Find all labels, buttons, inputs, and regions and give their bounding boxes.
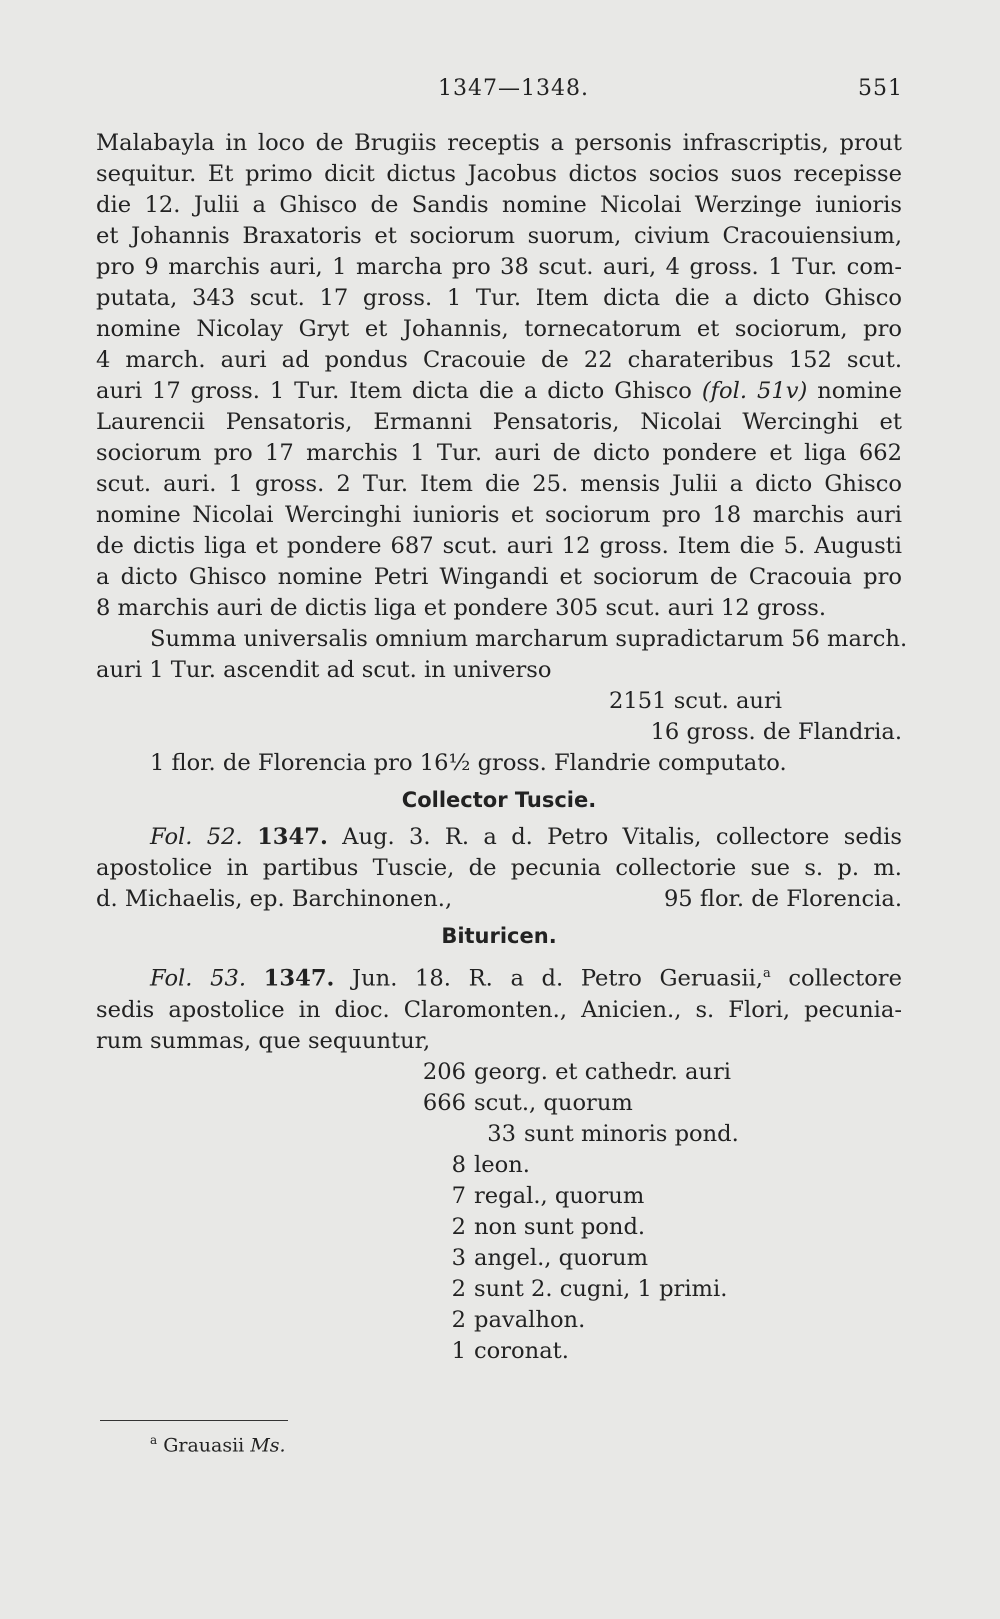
coin-row [96, 1212, 902, 1243]
text-line: die 12. Julii a Ghisco de Sandis nomine Nicolai Werzinge iunioris [96, 192, 902, 218]
text-line: de dictis liga et pondere 687 scut. auri 12 gross. Item die 5. Augusti [96, 533, 902, 559]
coin-desc: sunt 2. cugni, 1 primi. [474, 1275, 728, 1302]
coin-count: 2 [451, 1213, 466, 1240]
text-segment: d. Michaelis, ep. Barchinonen., [96, 886, 453, 912]
coin-list [96, 1057, 902, 1367]
text-line: et Johannis Braxatoris et sociorum suorum, civium Cracouiensium, [96, 223, 902, 249]
footnote-rule [100, 1420, 288, 1421]
text-segment: collectore [770, 965, 902, 992]
coin-row [96, 1274, 902, 1305]
section-heading-bituricen: Bituricen. [441, 924, 557, 948]
text-line-folio [96, 376, 902, 407]
coin-desc: regal., quorum [474, 1182, 645, 1209]
footnote-mark: a [150, 1433, 158, 1447]
text-line: 8 marchis auri de dictis liga et pondere 305 scut. auri 12 gross. [96, 595, 827, 621]
text-line: sedis apostolice in dioc. Claromonten., Anicien., s. Flori, pecunia- [96, 996, 902, 1023]
entry-year: 1347. [263, 965, 335, 992]
entry-year: 1347. [257, 824, 328, 850]
coin-count: 2 [451, 1275, 466, 1302]
coin-desc: non sunt pond. [474, 1213, 646, 1240]
coin-row [96, 1305, 902, 1336]
coin-row [96, 1088, 902, 1119]
footnote [150, 1433, 286, 1456]
summa-total: 16 gross. de Flandria. [650, 719, 902, 745]
coin-row [96, 1336, 902, 1367]
text-line: a dicto Ghisco nomine Petri Wingandi et sociorum de Cracouia pro [96, 564, 902, 590]
coin-desc: georg. et cathedr. auri [474, 1058, 732, 1085]
text-line: pro 9 marchis auri, 1 marcha pro 38 scut. auri, 4 gross. 1 Tur. com- [96, 254, 902, 280]
text-line: sociorum pro 17 marchis 1 Tur. auri de dicto pondere et liga 662 [96, 440, 902, 466]
main-text [96, 128, 908, 1367]
text-segment: Jun. 18. R. a d. Petro Geruasii, [334, 965, 763, 992]
entry-53-line [96, 958, 902, 995]
coin-row [96, 1057, 902, 1088]
text-line: Malabayla in loco de Brugiis receptis a personis infrascriptis, prout [96, 130, 902, 156]
footnote-mark: a [762, 966, 771, 981]
section-heading-collector-tuscie: Collector Tuscie. [401, 788, 597, 812]
coin-count: 8 [451, 1151, 466, 1178]
entry-52-last-line [96, 884, 902, 915]
coin-count: 33 [487, 1120, 516, 1147]
text-line: rum summas, que sequuntur, [96, 1027, 431, 1054]
folio-label: Fol. 53. [150, 965, 247, 992]
coin-count: 7 [451, 1182, 466, 1209]
summa-line: auri 1 Tur. ascendit ad scut. in universo [96, 657, 552, 683]
entry-52-line [96, 822, 902, 853]
text-line: 4 march. auri ad pondus Cracouie de 22 charateribus 152 scut. [96, 347, 902, 373]
coin-count: 3 [451, 1244, 466, 1271]
coin-row [96, 1150, 902, 1181]
text-line: apostolice in partibus Tuscie, de pecunia collectorie sue s. p. m. [96, 855, 902, 881]
coin-desc: scut., quorum [474, 1089, 633, 1116]
folio-reference: (fol. 51v) [701, 378, 808, 404]
text-line: Laurencii Pensatoris, Ermanni Pensatoris, Nicolai Wercinghi et [96, 409, 902, 435]
text-segment: nomine [807, 378, 902, 404]
text-line: nomine Nicolay Gryt et Johannis, tornecatorum et sociorum, pro [96, 316, 902, 342]
florin-rate: 1 flor. de Florencia pro 16½ gross. Flandrie computato. [150, 750, 787, 776]
folio-label: Fol. 52. [150, 824, 243, 850]
summa-total: 2151 scut. auri [609, 688, 782, 714]
text-line: nomine Nicolai Wercinghi iunioris et sociorum pro 18 marchis auri [96, 502, 902, 528]
running-header-years: 1347—1348. [438, 76, 589, 101]
coin-desc: coronat. [474, 1337, 569, 1364]
coin-row [96, 1181, 902, 1212]
amount: 95 flor. de Florencia. [663, 886, 902, 912]
coin-count: 2 [451, 1306, 466, 1333]
coin-desc: leon. [474, 1151, 530, 1178]
summa-line: Summa universalis omnium marcharum supradictarum 56 march. [150, 626, 908, 652]
page-number: 551 [858, 76, 903, 101]
text-segment: auri 17 gross. 1 Tur. Item dicta die a dicto Ghisco [96, 378, 702, 404]
coin-desc: angel., quorum [474, 1244, 649, 1271]
text-segment: Aug. 3. R. a d. Petro Vitalis, collectore sedis [327, 824, 902, 850]
text-line: sequitur. Et primo dicit dictus Jacobus dictos socios suos recepisse [96, 161, 902, 187]
coin-desc: sunt minoris pond. [524, 1120, 739, 1147]
footnote-source: Ms. [250, 1434, 286, 1457]
coin-row [96, 1119, 902, 1150]
coin-count: 206 [422, 1058, 466, 1085]
coin-count: 1 [451, 1337, 466, 1364]
text-line: scut. auri. 1 gross. 2 Tur. Item die 25. mensis Julii a dicto Ghisco [96, 471, 902, 497]
text-line: putata, 343 scut. 17 gross. 1 Tur. Item dicta die a dicto Ghisco [96, 285, 902, 311]
coin-desc: pavalhon. [474, 1306, 586, 1333]
footnote-text: Grauasii [163, 1434, 245, 1457]
coin-row [96, 1243, 902, 1274]
coin-count: 666 [422, 1089, 466, 1116]
